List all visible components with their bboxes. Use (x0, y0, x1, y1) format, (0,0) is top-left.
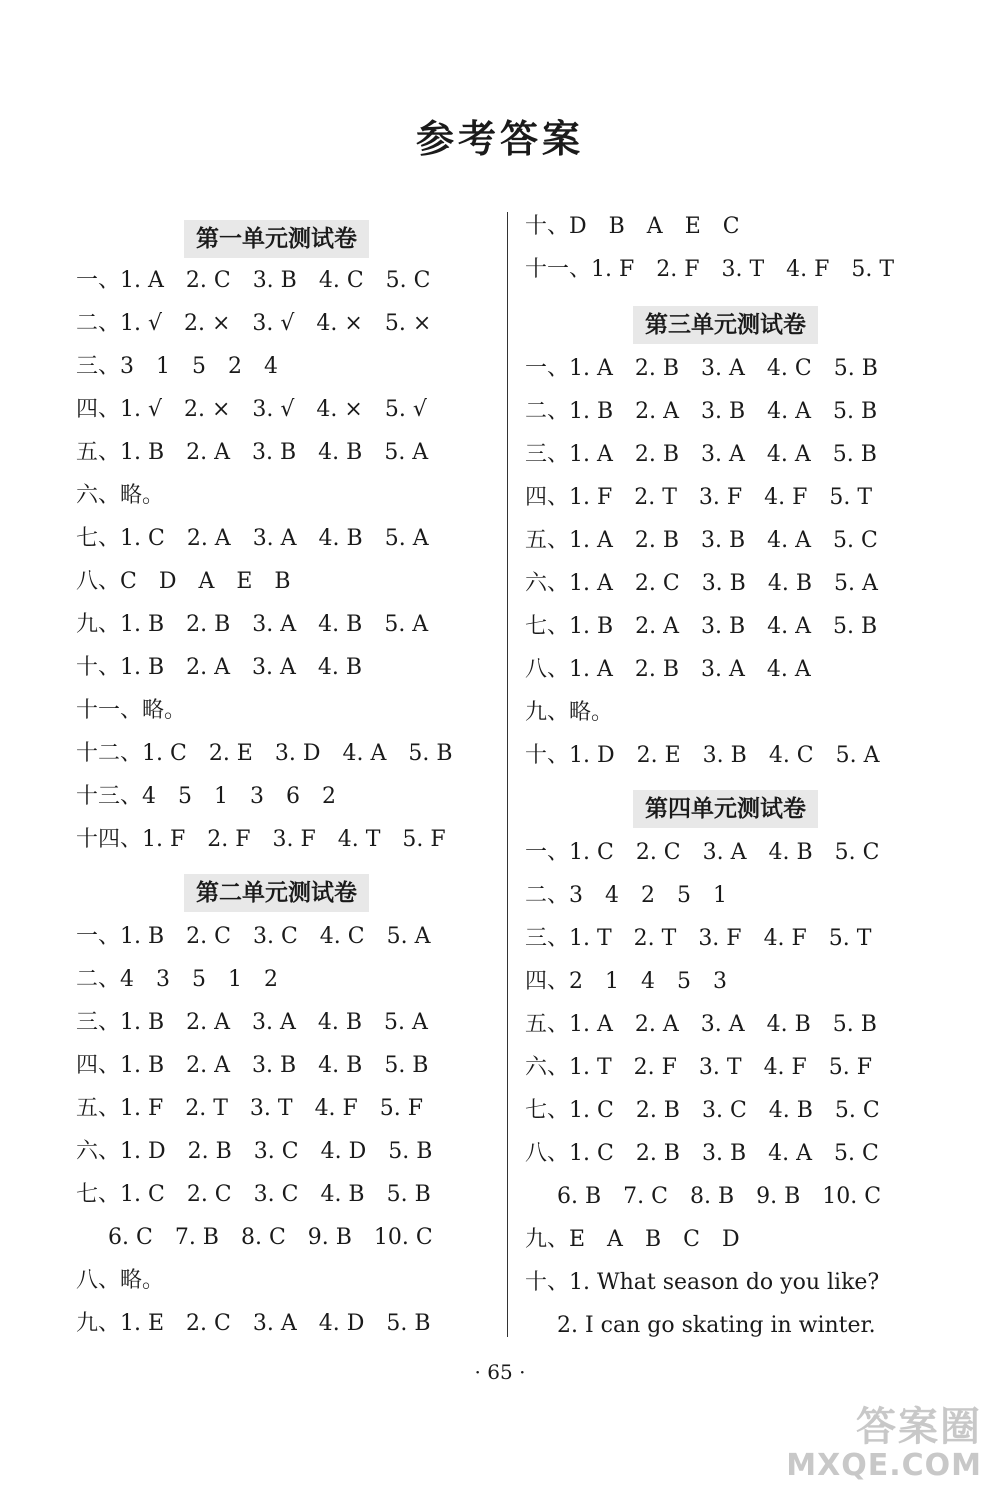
page-title: 参考答案 (415, 117, 584, 161)
answer-line: 九、E A B C D (525, 1227, 740, 1252)
answer-line: 二、1. √ 2. × 3. √ 4. × 5. × (76, 311, 432, 336)
answer-line: 2. I can go skating in winter. (535, 1313, 876, 1338)
answer-line: 四、1. B 2. A 3. B 4. B 5. B (76, 1053, 429, 1078)
section-heading-unit-1: 第一单元测试卷 (184, 220, 369, 258)
answer-line: 一、1. A 2. B 3. A 4. C 5. B (525, 356, 878, 381)
answer-line: 二、3 4 2 5 1 (525, 883, 727, 908)
answer-line: 十二、1. C 2. E 3. D 4. A 5. B (76, 741, 453, 766)
watermark (786, 1395, 982, 1483)
answer-line: 二、4 3 5 1 2 (76, 967, 278, 992)
answer-line: 八、C D A E B (76, 569, 291, 594)
answer-line: 六、1. A 2. C 3. B 4. B 5. A (525, 571, 878, 596)
answer-line: 九、1. B 2. B 3. A 4. B 5. A (76, 612, 429, 637)
answer-line: 五、1. B 2. A 3. B 4. B 5. A (76, 440, 429, 465)
watermark-url: MXQE.COM (786, 1448, 982, 1483)
answer-line: 七、1. B 2. A 3. B 4. A 5. B (525, 614, 878, 639)
answer-line: 6. C 7. B 8. C 9. B 10. C (86, 1225, 433, 1250)
answer-line: 三、1. A 2. B 3. A 4. A 5. B (525, 442, 877, 467)
column-divider (507, 212, 508, 1337)
answer-line: 十、1. B 2. A 3. A 4. B (76, 655, 363, 680)
answer-line: 十一、略。 (76, 698, 187, 723)
answer-line: 五、1. A 2. B 3. B 4. A 5. C (525, 528, 878, 553)
answer-line: 十一、1. F 2. F 3. T 4. F 5. T (525, 257, 895, 282)
answer-line: 十四、1. F 2. F 3. F 4. T 5. F (76, 827, 446, 852)
answer-line: 八、1. A 2. B 3. A 4. A (525, 657, 811, 682)
answer-line: 七、1. C 2. C 3. C 4. B 5. B (76, 1182, 431, 1207)
answer-line: 六、1. D 2. B 3. C 4. D 5. B (76, 1139, 433, 1164)
answer-line: 6. B 7. C 8. B 9. B 10. C (535, 1184, 882, 1209)
answer-line: 六、略。 (76, 483, 165, 508)
answer-line: 九、略。 (525, 700, 614, 725)
answer-line: 一、1. C 2. C 3. A 4. B 5. C (525, 840, 880, 865)
answer-line: 四、1. √ 2. × 3. √ 4. × 5. √ (76, 397, 427, 422)
section-heading-unit-3: 第三单元测试卷 (633, 306, 818, 344)
answer-line: 十、1. D 2. E 3. B 4. C 5. A (525, 743, 880, 768)
answer-line: 八、略。 (76, 1268, 165, 1293)
answer-line: 九、1. E 2. C 3. A 4. D 5. B (76, 1311, 431, 1336)
section-heading-unit-4: 第四单元测试卷 (633, 790, 818, 828)
answer-line: 三、3 1 5 2 4 (76, 354, 278, 379)
answer-line: 一、1. A 2. C 3. B 4. C 5. C (76, 268, 431, 293)
answer-line: 十三、4 5 1 3 6 2 (76, 784, 336, 809)
answer-line: 一、1. B 2. C 3. C 4. C 5. A (76, 924, 431, 949)
answer-line: 四、2 1 4 5 3 (525, 969, 727, 994)
answer-line: 四、1. F 2. T 3. F 4. F 5. T (525, 485, 873, 510)
page-number: · 65 · (474, 1360, 526, 1384)
answer-line: 十、1. What season do you like? (525, 1270, 880, 1295)
answer-line: 五、1. F 2. T 3. T 4. F 5. F (76, 1096, 424, 1121)
answer-line: 十、D B A E C (525, 214, 740, 239)
answer-line: 八、1. C 2. B 3. B 4. A 5. C (525, 1141, 879, 1166)
answer-line: 二、1. B 2. A 3. B 4. A 5. B (525, 399, 878, 424)
answer-line: 三、1. T 2. T 3. F 4. F 5. T (525, 926, 872, 951)
answer-line: 七、1. C 2. B 3. C 4. B 5. C (525, 1098, 880, 1123)
answer-line: 七、1. C 2. A 3. A 4. B 5. A (76, 526, 429, 551)
answer-line: 五、1. A 2. A 3. A 4. B 5. B (525, 1012, 877, 1037)
answer-line: 三、1. B 2. A 3. A 4. B 5. A (76, 1010, 428, 1035)
answer-line: 六、1. T 2. F 3. T 4. F 5. F (525, 1055, 873, 1080)
section-heading-unit-2: 第二单元测试卷 (184, 874, 369, 912)
watermark-text: 答案圈 (856, 1404, 982, 1450)
